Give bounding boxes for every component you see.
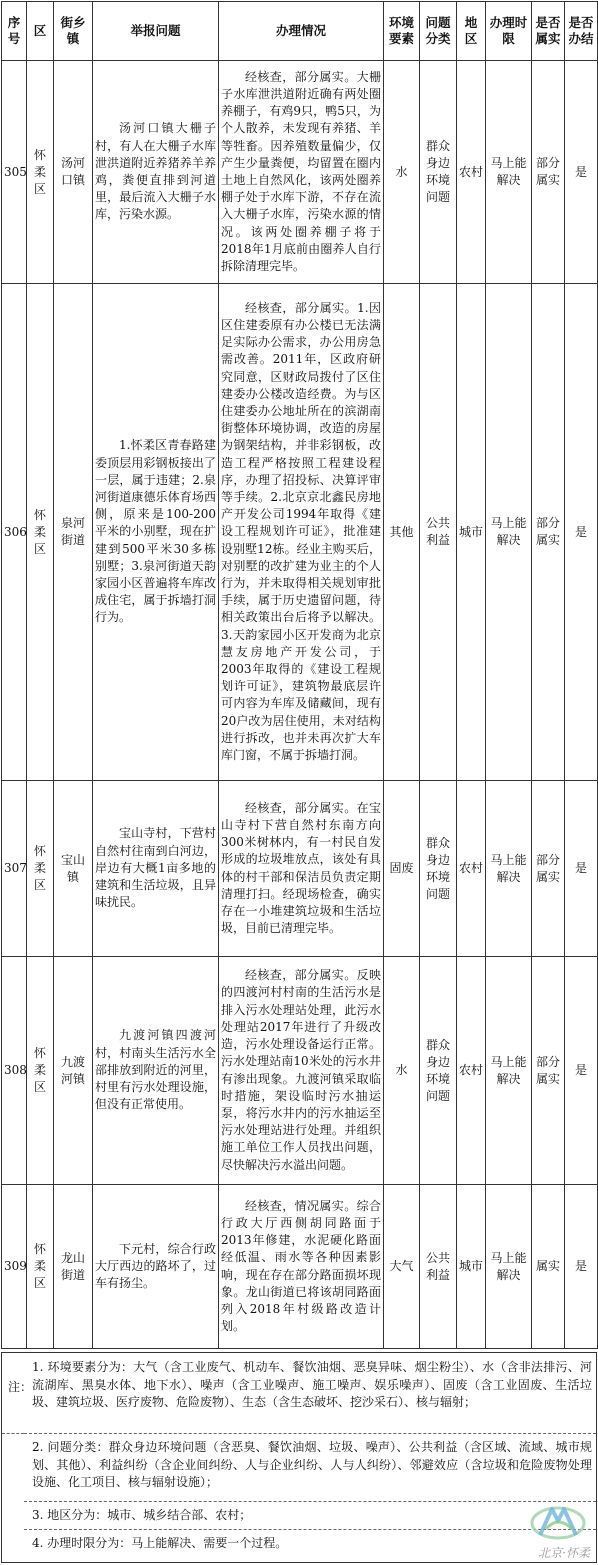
note-item-3: 3. 地区分为：城市、城乡结合部、农村；: [32, 1508, 252, 1522]
row-limit: 马上能解决: [486, 284, 532, 781]
row-town: 龙山街道: [54, 1185, 93, 1349]
table-row: [2, 284, 598, 781]
row-town: 宝山镇: [54, 781, 93, 957]
row-no: 309: [2, 1185, 27, 1349]
note-item-4: 4. 办理时限分为：马上能解决、需要一个过程。: [32, 1536, 288, 1550]
watermark-caption: 北京·怀柔: [538, 1546, 590, 1560]
row-no: 305: [2, 61, 27, 284]
row-category: 公共利益: [420, 284, 457, 781]
header-result: 办理情况: [219, 2, 384, 61]
row-town: 九渡河镇: [54, 957, 93, 1185]
row-report: [93, 957, 219, 1185]
row-closed: 是: [565, 957, 598, 1185]
row-closed: 是: [565, 284, 598, 781]
note-item-2: 2. 问题分类：群众身边环境问题（含恶臭、餐饮油烟、垃圾、噪声）、公共利益（含区域、流域、城市规划、其他）、利益纠纷（含企业间纠纷、人与企业纠纷、人与人纠纷）、邻避效应（含垃圾和危险废物处理设施、化工项目、核与辐射设施）；: [32, 1440, 592, 1490]
header-no: 序号: [2, 2, 27, 61]
row-no: 308: [2, 957, 27, 1185]
note-divider: [24, 1433, 596, 1434]
row-element: 固废: [384, 781, 420, 957]
result-text: 经核查，部分属实。在宝山寺村下营自然村东南方向300米树林内，有一村民自发形成的垃圾堆放点，该处有具体的村干部和保洁员负责定期清理打扫。经现场检查，确实存在一小堆建筑垃圾和生活垃圾，目前已清理完毕。: [221, 800, 381, 936]
header-town: 街乡镇: [54, 2, 93, 61]
row-no: 306: [2, 284, 27, 781]
header-closed: 是否办结: [565, 2, 598, 61]
row-result: [219, 781, 384, 957]
row-district: 怀柔区: [27, 61, 54, 284]
row-area: 城市: [457, 1185, 486, 1349]
row-element: 大气: [384, 1185, 420, 1349]
row-verified: 部分属实: [532, 781, 565, 957]
watermark: [500, 1499, 592, 1561]
header-element: 环境要素: [384, 2, 420, 61]
header-category: 问题分类: [420, 2, 457, 61]
row-element: 水: [384, 957, 420, 1185]
row-result: [219, 957, 384, 1185]
row-result: [219, 61, 384, 284]
header-report: 举报问题: [93, 2, 219, 61]
row-closed: 是: [565, 61, 598, 284]
row-limit: 马上能解决: [486, 1185, 532, 1349]
row-limit: 马上能解决: [486, 957, 532, 1185]
report-text: 九渡河镇四渡河村，村南头生活污水全部排放到附近的河里，村里有污水处理设施，但没有正常使用。: [95, 1028, 216, 1112]
table-header-row: [2, 2, 598, 61]
notes-label: 注：: [8, 1380, 33, 1394]
row-limit: 马上能解决: [486, 781, 532, 957]
row-report: [93, 781, 219, 957]
row-category: 群众身边环境问题: [420, 61, 457, 284]
table-row: [2, 957, 598, 1185]
row-area: 农村: [457, 781, 486, 957]
row-verified: 属实: [532, 1185, 565, 1349]
row-closed: 是: [565, 1185, 598, 1349]
result-text: 经核查，情况属实。综合行政大厅西侧胡同路面于2013年修建，水泥硬化路面经低温、雨水等各种因素影响，现在存在部分路面损坏现象。龙山街道已将该胡同路面列入2018年村级路改造计划。: [221, 1198, 381, 1334]
report-text: 1.怀柔区青春路建委顶层用彩钢板接出了一层，属于违建；2.泉河街道康德乐体育场西侧，原来是100-200平米的小别墅，现在扩建到500平米30多栋别墅；3.泉河街道天韵家园小区普遍将车库改成住宅，属于拆墙打洞行为。: [95, 438, 216, 625]
row-report: [93, 284, 219, 781]
report-text: 宝山寺村，下营村自然村往南到白河边，岸边有大概1亩多地的建筑和生活垃圾，且异味扰民。: [95, 826, 216, 910]
row-category: 公共利益: [420, 1185, 457, 1349]
row-report: [93, 61, 219, 284]
header-area: 地区: [457, 2, 486, 61]
row-report: [93, 1185, 219, 1349]
header-verified: 是否属实: [532, 2, 565, 61]
row-verified: 部分属实: [532, 61, 565, 284]
row-town: 汤河口镇: [54, 61, 93, 284]
table-row: [2, 61, 598, 284]
row-verified: 部分属实: [532, 284, 565, 781]
row-result: [219, 1185, 384, 1349]
row-town: 泉河街道: [54, 284, 93, 781]
table-row: [2, 1185, 598, 1349]
note-item-1: 1. 环境要素分为：大气（含工业废气、机动车、餐饮油烟、恶臭异味、烟尘粉尘）、水（含非法排污、河流湖库、黑臭水体、地下水）、噪声（含工业噪声、施工噪声、娱乐噪声）、固废（含工业固废、生活垃圾、建筑垃圾、医疗废物、危险废物）、生态（含生态破坏、挖沙采石）、核与辐射；: [32, 1360, 592, 1410]
row-closed: 是: [565, 781, 598, 957]
result-text: 经核查，部分属实。1.因区住建委原有办公楼已无法满足实际办公需求，办公用房急需改善。2011年，区政府研究同意，区财政局拨付了区住建委办公楼改造经费。为与区住建委办公地址所在的滨湖南街整体环境协调，改造的房屋为钢架结构，并非彩钢板，改造工程严格按照工程建设程序，办理了招投标、决算评审等手续。2.北京京北鑫民房地产开发公司1994年取得《建设工程规划许可证》，批准建设别墅12栋。经业主购买后，对别墅的改扩建为业主的个人行为，并未取得相关规划审批手续，属于历史遗留问题，待相关政策出台后将予以解决。3.天韵家园小区开发商为北京慧友房地产开发公司，于2003年取得的《建设工程规划许可证》，建筑物最底层许可内容为车库及储藏间，现有20户改为居住使用，未对结构进行拆改，也并未再次扩大车库门窗，不属于拆墙打洞。: [221, 300, 381, 763]
row-verified: 部分属实: [532, 957, 565, 1185]
complaint-table: [1, 1, 598, 1349]
row-element: 其他: [384, 284, 420, 781]
row-area: 城市: [457, 284, 486, 781]
row-area: 农村: [457, 957, 486, 1185]
row-result: [219, 284, 384, 781]
row-district: 怀柔区: [27, 781, 54, 957]
row-no: 307: [2, 781, 27, 957]
row-element: 水: [384, 61, 420, 284]
row-district: 怀柔区: [27, 957, 54, 1185]
row-category: 群众身边环境问题: [420, 957, 457, 1185]
report-text: 下元村，综合行政大厅西边的路坏了，过车有扬尘。: [95, 1241, 216, 1291]
row-area: 农村: [457, 61, 486, 284]
row-district: 怀柔区: [27, 1185, 54, 1349]
row-limit: 马上能解决: [486, 61, 532, 284]
report-text: 汤河口镇大栅子村，有人在大栅子水库泄洪道附近养猪养羊养鸡，粪便直排到河道里，最后流入大栅子水库，污染水源。: [95, 121, 216, 222]
result-text: 经核查，部分属实。大栅子水库泄洪道附近确有两处圈养棚子，有鸡9只，鸭5只，为个人散养，未发现有养猪、羊等牲畜。因养殖数量偏少，仅产生少量粪便，均留置在圈内土地上自然风化，该两处圈养棚子处于水库下游，不存在流入大栅子水库，污染水源的情况。该两处圈养棚子将于2018年1月底前由圈养人自行拆除清理完毕。: [221, 69, 381, 274]
result-text: 经核查，部分属实。反映的四渡河村村南的生活污水是排入污水处理站处理，此污水处理站2017年进行了升级改造，污水处理设备运行正常。污水处理站南10米处的污水井有渗出现象。九渡河镇采取临时措施，架设临时污水抽运泵，将污水井内的污水抽运至污水处理站进行处理。并组织施工单位工作人员找出问题，尽快解决污水溢出问题。: [221, 968, 381, 1172]
header-district: 区: [27, 2, 54, 61]
header-limit: 办理时限: [486, 2, 532, 61]
row-district: 怀柔区: [27, 284, 54, 781]
row-category: 群众身边环境问题: [420, 781, 457, 957]
note-divider: [2, 1433, 24, 1434]
table-row: [2, 781, 598, 957]
